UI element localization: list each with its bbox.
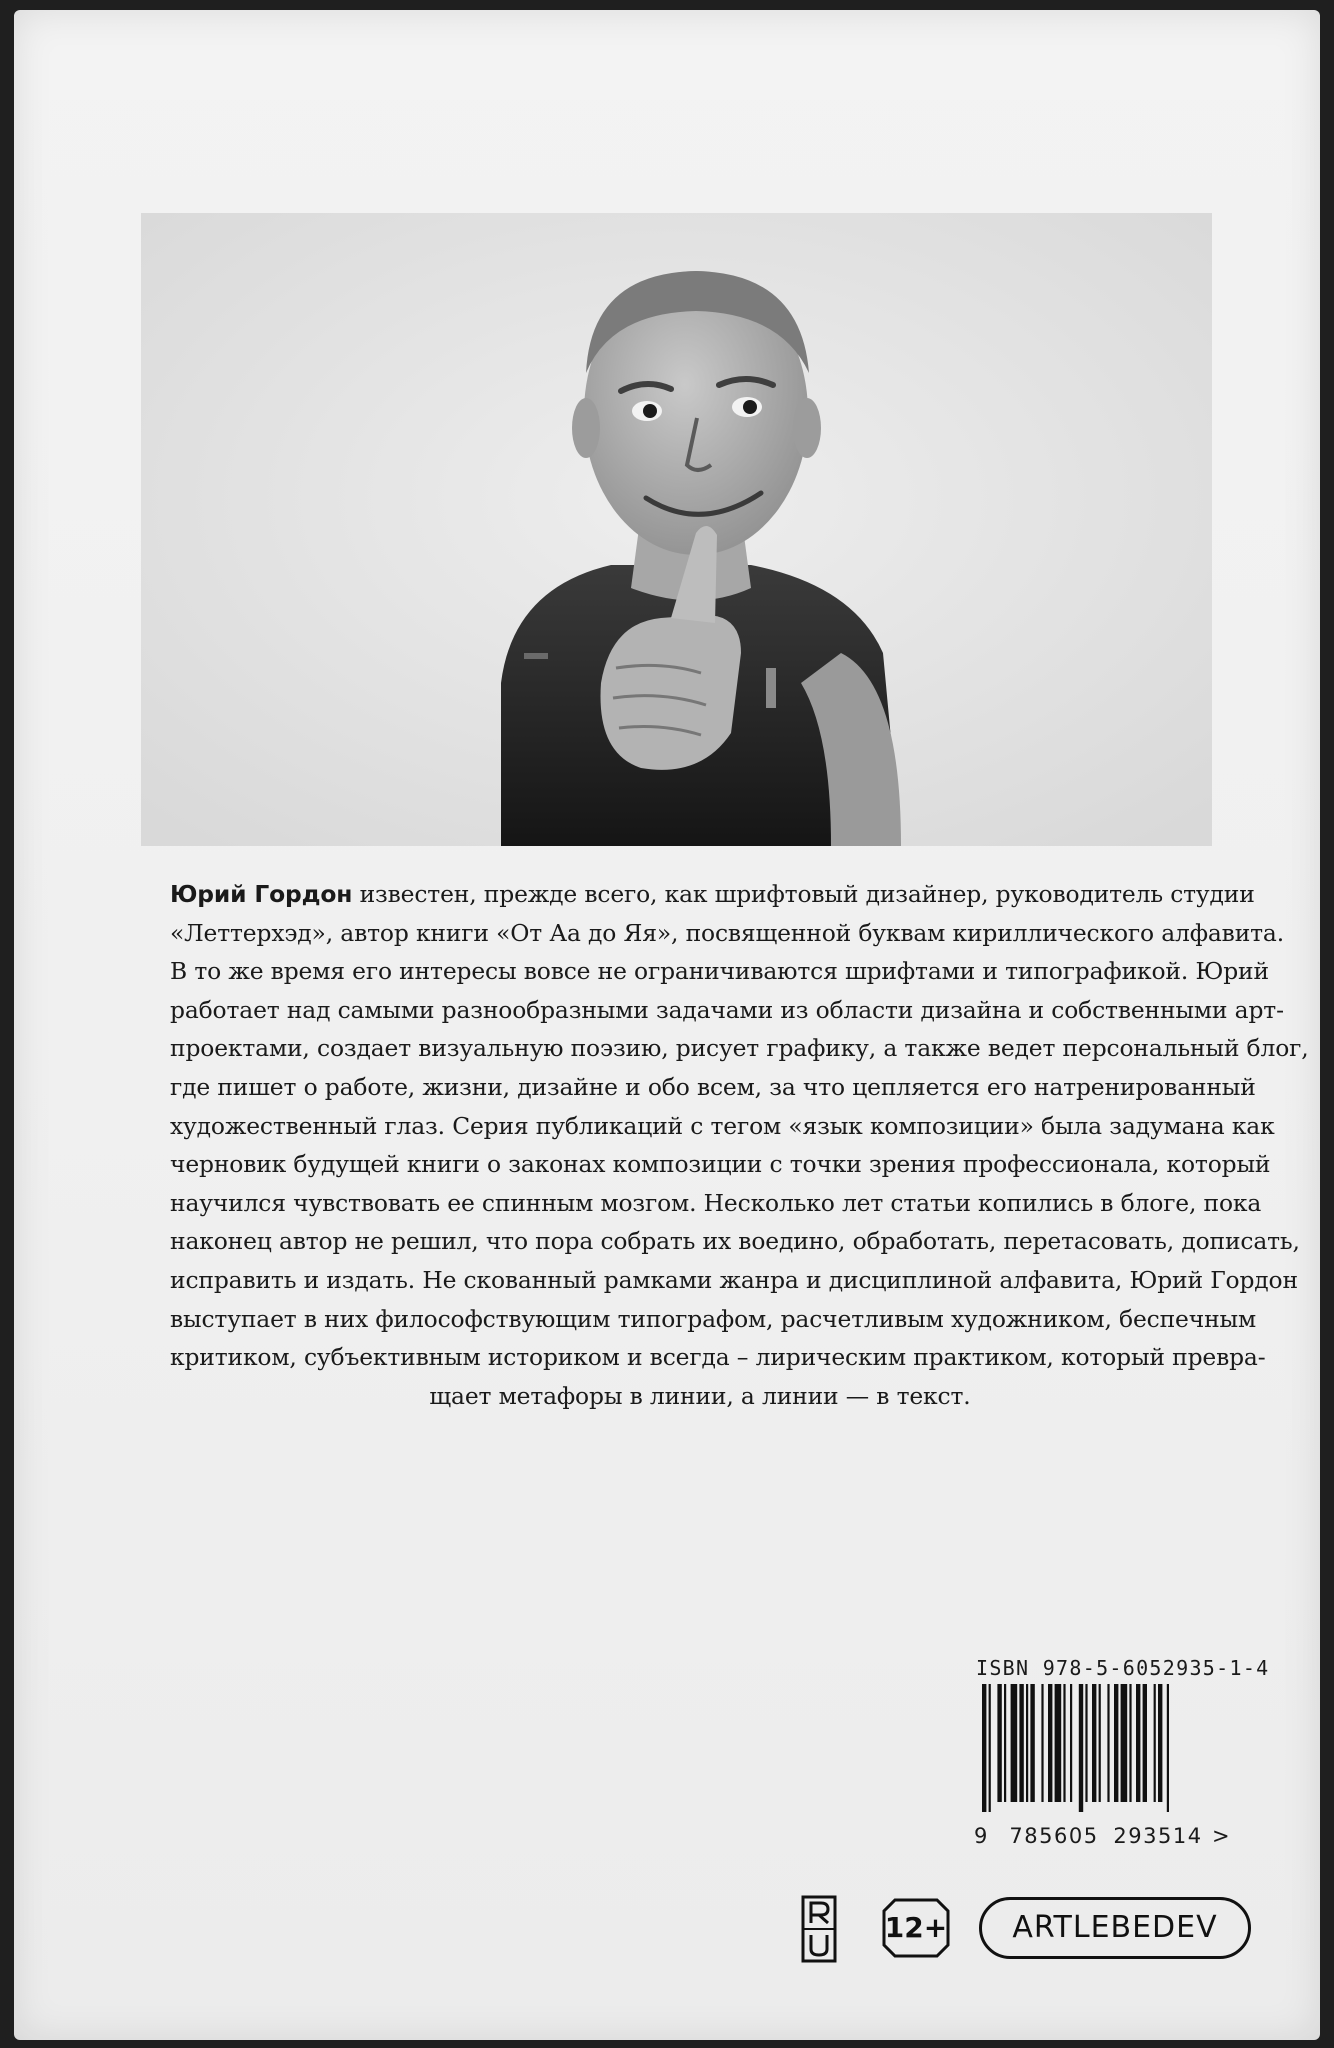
barcode-bar <box>1121 1684 1128 1802</box>
barcode-bar <box>1085 1684 1087 1802</box>
bio-line-text: известен, прежде всего, как шрифтовый дизайнер, руководитель студии <box>352 880 1255 908</box>
bio-line: критиком, субъективным историком и всегда – лирическим практиком, который превра- <box>170 1343 1266 1372</box>
barcode-bar <box>1143 1684 1147 1802</box>
bio-line: художественный глаз. Серия публикаций с тегом «язык композиции» была задумана как <box>170 1111 1275 1140</box>
barcode-bar <box>1114 1684 1118 1802</box>
barcode-bar <box>1030 1684 1034 1802</box>
bio-line: работает над самыми разнообразными задачами из области дизайна и собственными арт- <box>170 995 1284 1024</box>
bio-line: черновик будущей книги о законах композиции с точки зрения профессионала, который <box>170 1150 1271 1179</box>
barcode-bar <box>1011 1684 1018 1802</box>
barcode-bar <box>1167 1684 1169 1812</box>
barcode-bar <box>1019 1684 1023 1802</box>
barcode-bar <box>1107 1684 1109 1802</box>
barcode-bar <box>1026 1684 1028 1802</box>
publisher-logo: ARTLEBEDEV <box>979 1897 1251 1959</box>
barcode-arrow: > <box>1212 1824 1230 1848</box>
bio-line: проектами, создает визуальную поэзию, рисует графику, а также ведет персональный блог, <box>170 1034 1309 1063</box>
barcode-bar <box>1070 1684 1072 1802</box>
barcode-bar <box>982 1684 986 1812</box>
barcode-digit-group-right: 293514 <box>1113 1824 1203 1848</box>
barcode-bar <box>1154 1684 1156 1802</box>
barcode-bar <box>1136 1684 1140 1802</box>
author-photo <box>141 213 1212 846</box>
barcode-bar <box>1041 1684 1043 1802</box>
bio-line <box>170 875 1255 914</box>
publisher-marks <box>801 1895 1251 1965</box>
author-name: Юрий Гордон <box>170 880 353 908</box>
barcode-digits <box>974 1824 1230 1848</box>
age-rating: 12+ <box>884 1911 948 1944</box>
barcode-bar <box>1063 1684 1065 1802</box>
barcode-bar <box>1079 1684 1083 1812</box>
bio-line: где пишет о работе, жизни, дизайне и обо всем, за что цепляется его натренированный <box>170 1072 1256 1101</box>
bio-line: щает метафоры в линии, а линии — в текст. <box>429 1381 971 1410</box>
barcode-digit-first: 9 <box>974 1824 988 1848</box>
book-back-cover <box>14 10 1320 2040</box>
author-biography <box>170 875 1309 1415</box>
barcode-bar <box>989 1684 991 1812</box>
isbn-barcode <box>974 1684 1244 1812</box>
barcode-bar <box>1092 1684 1096 1802</box>
barcode-digit-group-left: 785605 <box>1009 1824 1099 1848</box>
barcode-bar <box>1048 1684 1052 1802</box>
barcode-bar <box>1099 1684 1101 1802</box>
bio-line: научился чувствовать ее спинным мозгом. Несколько лет статьи копились в блоге, пока <box>170 1188 1262 1217</box>
bio-line: исправить и издать. Не скованный рамками жанра и дисциплиной алфавита, Юрий Гордон <box>170 1265 1298 1294</box>
barcode-bar <box>1004 1684 1006 1802</box>
barcode-bar <box>1158 1684 1162 1802</box>
barcode-bar <box>1055 1684 1062 1802</box>
ru-mark-icon <box>801 1895 837 1963</box>
bio-line: В то же время его интересы вовсе не ограничиваются шрифтами и типографикой. Юрий <box>170 957 1269 986</box>
author-portrait-illustration <box>141 213 1212 846</box>
isbn-label: ISBN 978-5-6052935-1-4 <box>976 1656 1270 1680</box>
bio-line: выступает в них философствующим типографом, расчетливым художником, беспечным <box>170 1304 1257 1333</box>
bio-line: «Леттерхэд», автор книги «От Аа до Яя», посвященной буквам кириллического алфавита. <box>170 918 1285 947</box>
barcode-bar <box>997 1684 1001 1802</box>
barcode-bar <box>1129 1684 1131 1802</box>
bio-line: наконец автор не решил, что пора собрать их воедино, обработать, перетасовать, дописать, <box>170 1227 1300 1256</box>
